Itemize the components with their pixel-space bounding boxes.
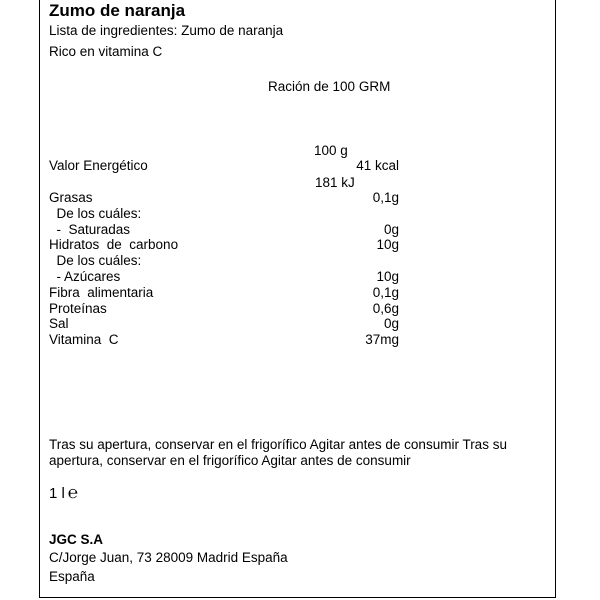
product-title: Zumo de naranja [49, 1, 186, 20]
nutrient-value: 0g [383, 316, 399, 332]
claim-text: Rico en vitamina C [49, 44, 163, 59]
nutrient-row [49, 222, 449, 238]
nutrient-row [49, 316, 449, 332]
nutrient-row [49, 285, 449, 301]
nutrient-value: 0,1g [372, 190, 399, 205]
net-quantity [49, 483, 78, 503]
nutrient-name: Hidratos de carbono [49, 237, 179, 253]
nutrient-row [49, 332, 449, 348]
nutrient-row [49, 237, 449, 253]
energy-kj: 181 kJ [315, 175, 355, 190]
nutrient-value: 37mg [365, 332, 399, 348]
nutrient-name: Fibra alimentaria [49, 284, 154, 300]
nutrient-value: 0g [383, 221, 399, 237]
nutrient-row [49, 253, 449, 269]
nutrient-name: Sal [49, 316, 69, 332]
company-name: JGC S.A [49, 532, 104, 547]
energy-row [49, 158, 449, 174]
nutrient-row [49, 301, 449, 317]
nutrient-name: Proteínas [49, 300, 107, 316]
nutrient-value: 0,1g [372, 284, 399, 300]
nutrient-value: 0,6g [372, 300, 399, 316]
estimated-sign-icon: ℮ [67, 483, 79, 503]
nutrient-name: Grasas [49, 190, 93, 205]
nutrient-row [49, 190, 449, 206]
nutrient-name: De los cuáles: [49, 253, 142, 269]
nutrient-value: 10g [376, 269, 399, 284]
ingredients-text: Lista de ingredientes: Zumo de naranja [49, 23, 284, 38]
serving-size: Ración de 100 GRM [268, 79, 391, 94]
column-header: 100 g [314, 143, 348, 158]
nutrient-name: - Saturadas [49, 221, 131, 237]
nutrient-name: - Azúcares [49, 269, 121, 284]
nutrient-row [49, 206, 449, 222]
nutrient-row [49, 269, 449, 285]
quantity-amount: 1 l [49, 484, 65, 502]
company-country: España [49, 569, 95, 584]
energy-kcal: 41 kcal [356, 158, 399, 173]
nutrient-name: De los cuáles: [49, 205, 142, 221]
nutrient-value: 10g [376, 237, 399, 253]
storage-line-1: Tras su apertura, conservar en el frigorífico Agitar antes de consumir Tras su [49, 437, 507, 452]
nutrient-name: Vitamina C [49, 332, 119, 348]
storage-line-2: apertura, conservar en el frigorífico Agitar antes de consumir [49, 453, 411, 468]
company-address: C/Jorge Juan, 73 28009 Madrid España [49, 550, 288, 565]
energy-label: Valor Energético [49, 158, 148, 173]
